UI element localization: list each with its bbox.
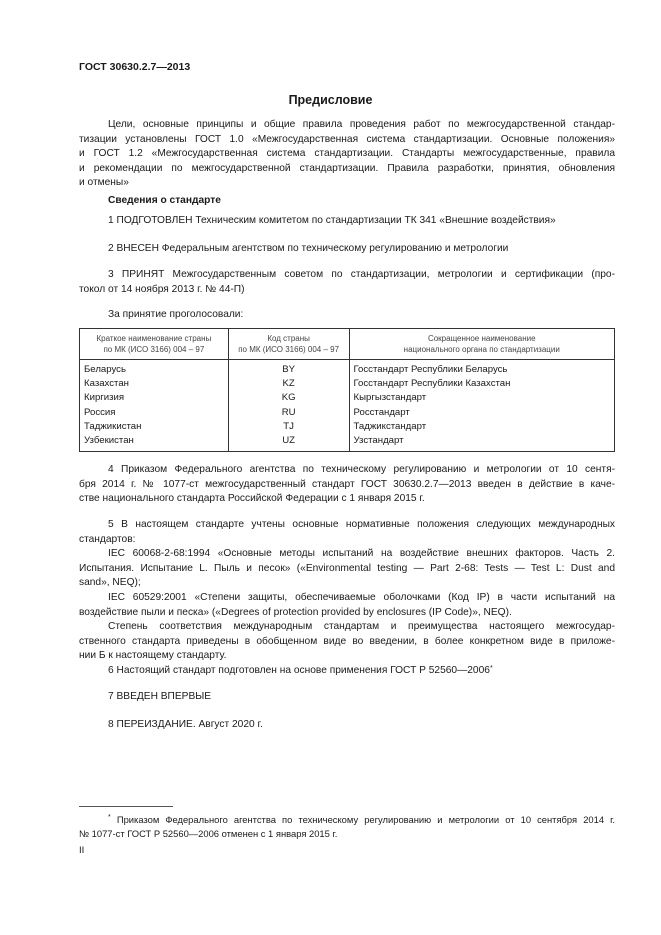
table-row <box>80 406 615 420</box>
item-6-text: 6 Настоящий стандарт подготовлен на основе применения ГОСТ Р 52560—2006 <box>108 665 490 676</box>
code-cell: UZ <box>228 434 349 452</box>
table-header-row <box>80 329 615 360</box>
item-3 <box>79 268 615 297</box>
footnote <box>79 813 615 840</box>
body-cell: Узстандарт <box>349 434 615 452</box>
intro-line: и отмены» <box>79 177 129 189</box>
voting-table <box>79 328 615 452</box>
conformity-note-line: нии Б к настоящему стандарту. <box>79 650 227 662</box>
table-row <box>80 434 615 452</box>
column-header-body: Сокращенное наименование национального органа по стандартизации <box>349 329 615 360</box>
iec-60068-line: IEC 60068-2-68:1994 «Основные методы испытаний на воздействие внешних факторов. Часть 2. <box>108 548 615 560</box>
body-cell: Госстандарт Республики Казахстан <box>349 377 615 391</box>
intro-line: и рекомендации по межгосударственной стандартизации. Правила разработки, принятия, обновления <box>79 162 615 174</box>
body-cell: Росстандарт <box>349 406 615 420</box>
item-8: 8 ПЕРЕИЗДАНИЕ. Август 2020 г. <box>108 719 263 730</box>
item-5 <box>79 518 615 664</box>
intro-line: тизации установлены ГОСТ 1.0 «Межгосударственная система стандартизации. Основные положения» <box>79 133 615 145</box>
item-7: 7 ВВЕДЕН ВПЕРВЫЕ <box>108 691 212 702</box>
item-5-line: стандартов: <box>79 533 136 545</box>
table-row <box>80 360 615 378</box>
item-3-line: токол от 14 ноября 2013 г. № 44-П) <box>79 283 245 295</box>
table-row <box>80 420 615 434</box>
code-cell: BY <box>228 360 349 378</box>
standard-info-heading: Сведения о стандарте <box>108 195 221 206</box>
intro-line: и ГОСТ 1.2 «Межгосударственная система стандартизации. Стандарты межгосударственные, правила <box>79 148 615 160</box>
body-cell: Таджикстандарт <box>349 420 615 434</box>
item-2: 2 ВНЕСЕН Федеральным агентством по техническому регулированию и метрологии <box>108 243 509 254</box>
page-number: II <box>79 845 85 856</box>
body-cell: Кыргызстандарт <box>349 391 615 405</box>
intro-line: Цели, основные принципы и общие правила проведения работ по межгосударственной стандар- <box>108 119 615 130</box>
footnote-reference[interactable]: * <box>489 665 493 672</box>
document-header: ГОСТ 30630.2.7—2013 <box>79 61 191 73</box>
iec-60068-line: Испытания. Испытание L. Пыль и песок» («Environmental testing — Part 2-68: Tests — Test L: Dust and <box>79 562 615 574</box>
conformity-note-line: Степень соответствия международным стандартам и преимущества настоящего межгосудар- <box>108 621 615 633</box>
vote-intro: За принятие проголосовали: <box>108 309 244 320</box>
footnote-marker: * <box>108 814 111 821</box>
table-row <box>80 377 615 391</box>
country-cell: Таджикистан <box>80 420 229 434</box>
iec-60529-line: IEC 60529:2001 «Степени защиты, обеспечиваемые оболочками (Код IP) в части испытаний на <box>108 591 615 603</box>
footnote-line: * Приказом Федерального агентства по техническому регулированию и метрологии от 10 сентября 2014 г. <box>108 814 616 825</box>
body-cell: Госстандарт Республики Беларусь <box>349 360 615 378</box>
code-cell: TJ <box>228 420 349 434</box>
iec-60068-line: sand», NEQ); <box>79 577 141 589</box>
item-4-line: стве национального стандарта Российской Федерации с 1 января 2015 г. <box>79 493 425 505</box>
intro-paragraph <box>79 118 615 191</box>
country-cell: Киргизия <box>80 391 229 405</box>
column-header-code: Код страны по МК (ИСО 3166) 004 – 97 <box>228 329 349 360</box>
code-cell: RU <box>228 406 349 420</box>
conformity-note-line: ственного стандарта приведены в обобщенном виде во введении, в более конкретном виде в приложе- <box>79 635 615 647</box>
item-4 <box>79 463 615 507</box>
item-5-line: 5 В настоящем стандарте учтены основные нормативные положения следующих международных <box>108 519 615 530</box>
footnote-divider <box>79 806 173 807</box>
item-3-line: 3 ПРИНЯТ Межгосударственным советом по стандартизации, метрологии и сертификации (про- <box>108 269 615 280</box>
country-cell: Казахстан <box>80 377 229 391</box>
country-cell: Беларусь <box>80 360 229 378</box>
item-6 <box>108 664 493 679</box>
column-header-country: Краткое наименование страны по МК (ИСО 3166) 004 – 97 <box>80 329 229 360</box>
country-cell: Россия <box>80 406 229 420</box>
code-cell: KZ <box>228 377 349 391</box>
item-4-line: бря 2014 г. № 1077-ст межгосударственный стандарт ГОСТ 30630.2.7—2013 введен в действие в каче- <box>79 478 615 490</box>
footnote-line: № 1077-ст ГОСТ Р 52560—2006 отменен с 1 января 2015 г. <box>79 827 338 839</box>
country-cell: Узбекистан <box>80 434 229 452</box>
table-row <box>80 391 615 405</box>
iec-60529-line: воздействие пыли и песка» («Degrees of protection provided by enclosures (IP Code)», NEQ). <box>79 606 512 618</box>
item-4-line: 4 Приказом Федерального агентства по техническому регулированию и метрологии от 10 сентя- <box>108 464 615 475</box>
item-1: 1 ПОДГОТОВЛЕН Техническим комитетом по стандартизации ТК 341 «Внешние воздействия» <box>108 215 556 226</box>
section-title: Предисловие <box>288 93 373 107</box>
code-cell: KG <box>228 391 349 405</box>
